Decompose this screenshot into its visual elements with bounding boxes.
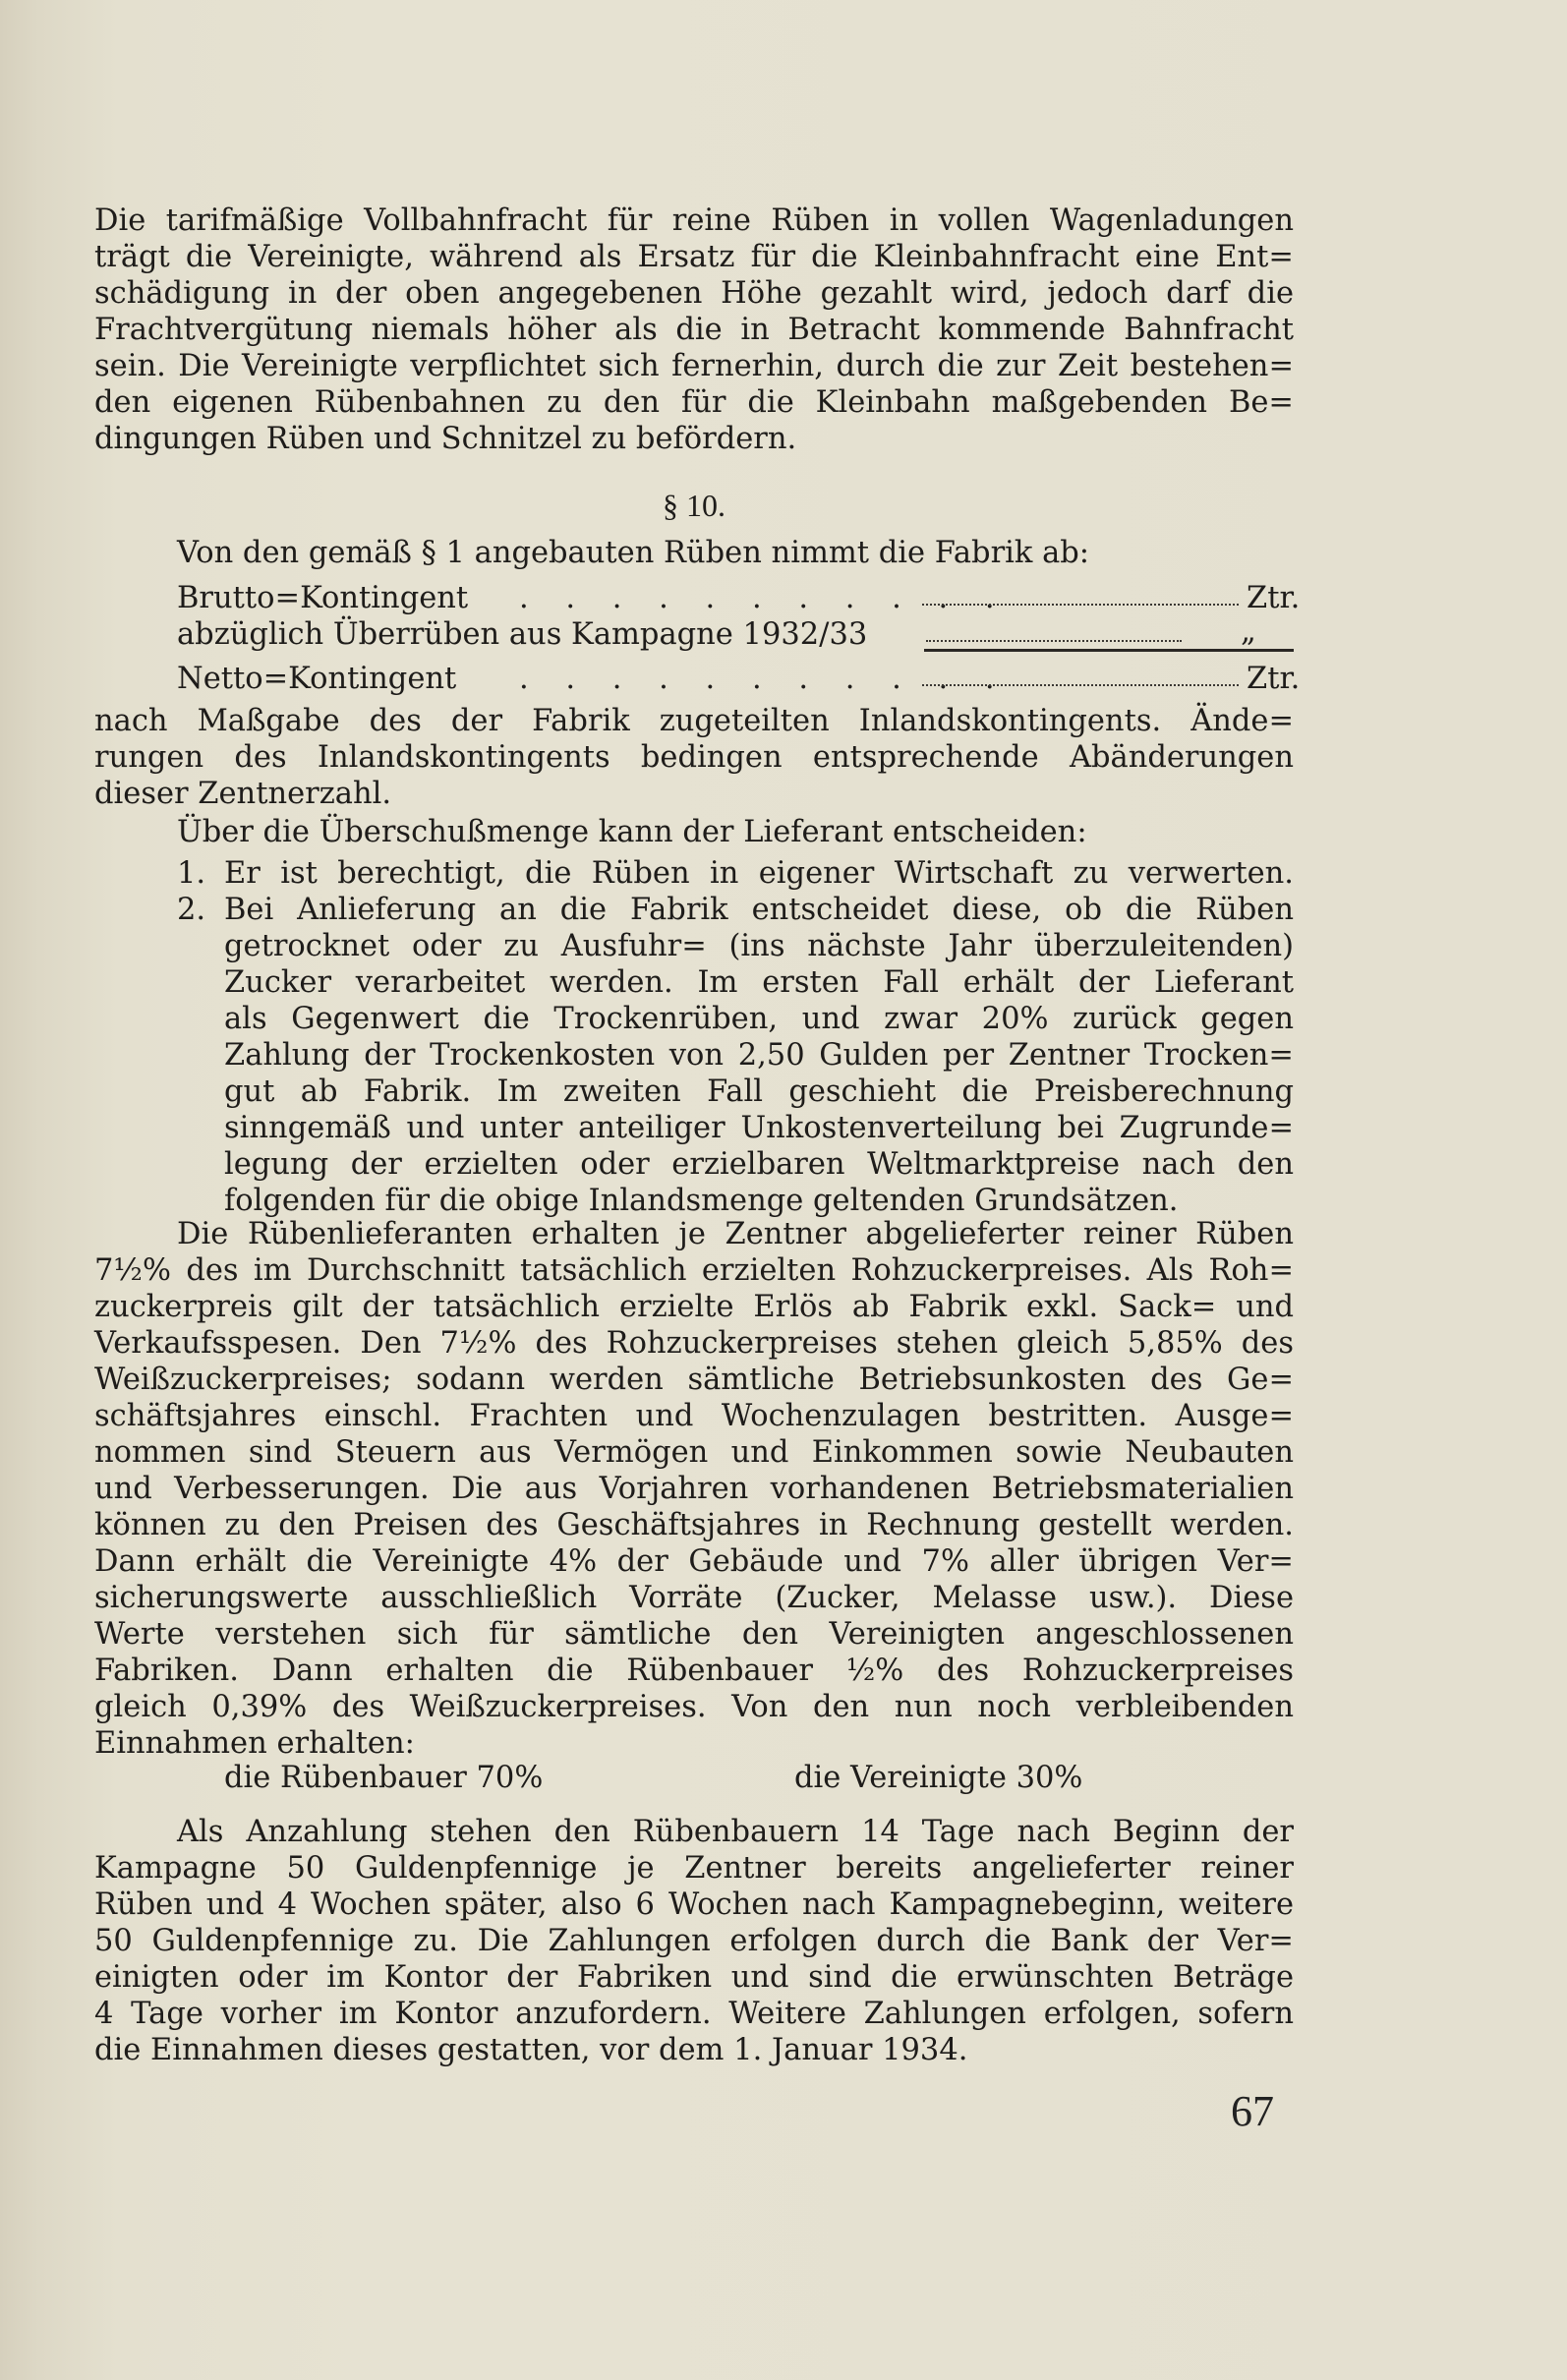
table-row-unit: Ztr.: [1247, 581, 1301, 615]
text-line: dieser Zentnerzahl.: [94, 777, 392, 811]
text-line: Verkaufsspesen. Den 7½% des Rohzuckerpreises stehen gleich 5,85% des: [94, 1326, 1294, 1361]
text-line: sinngemäß und unter anteiliger Unkostenverteilung bei Zugrunde=: [224, 1111, 1294, 1145]
choice-intro: Über die Überschußmenge kann der Lieferant entscheiden:: [177, 815, 1087, 849]
text-line: schäftsjahres einschl. Frachten und Wochenzulagen bestritten. Ausge=: [94, 1399, 1294, 1433]
table-row-leader: . . . . . . . . . . .: [519, 662, 1009, 696]
text-line: und Verbesserungen. Die aus Vorjahren vorhandenen Betriebsmaterialien: [94, 1472, 1294, 1506]
text-line: Die Rübenlieferanten erhalten je Zentner abgelieferter reiner Rüben: [177, 1217, 1294, 1251]
table-row-leader: . . . . . . . . . . .: [519, 581, 1009, 615]
table-row-blank: [922, 684, 1239, 686]
text-line: nach Maßgabe des der Fabrik zugeteilten Inlandskontingents. Ände=: [94, 704, 1294, 738]
list-number: 1.: [177, 856, 206, 891]
paragraph-5: [94, 1814, 1294, 2068]
text-line: rungen des Inlandskontingents bedingen entsprechende Abänderungen: [94, 740, 1294, 775]
text-line: die Einnahmen dieses gestatten, vor dem 1. Januar 1934.: [94, 2033, 968, 2067]
text-line: Dann erhält die Vereinigte 4% der Gebäude und 7% aller übrigen Ver=: [94, 1544, 1294, 1579]
table-row-label: Netto=Kontingent: [177, 662, 457, 696]
text-line: gleich 0,39% des Weißzuckerpreises. Von den nun noch verbleibenden: [94, 1690, 1294, 1724]
list-number: 2.: [177, 893, 206, 927]
text-line: gut ab Fabrik. Im zweiten Fall geschieht die Preisberechnung: [224, 1074, 1294, 1109]
text-line: Werte verstehen sich für sämtliche den Vereinigten angeschlossenen: [94, 1617, 1294, 1652]
text-line: Er ist berechtigt, die Rüben in eigener Wirtschaft zu verwerten.: [224, 856, 1294, 891]
table-row-unit: Ztr.: [1247, 662, 1301, 696]
sum-rule: [924, 649, 1294, 652]
text-line: getrocknet oder zu Ausfuhr= (ins nächste Jahr überzuleitenden): [224, 929, 1294, 963]
text-line: dingungen Rüben und Schnitzel zu befördern.: [94, 422, 797, 456]
table-row-unit: „: [1241, 614, 1256, 649]
text-line: schädigung in der oben angegebenen Höhe gezahlt wird, jedoch darf die: [94, 276, 1294, 311]
text-line: sein. Die Vereinigte verpflichtet sich fernerhin, durch die zur Zeit bestehen=: [94, 349, 1294, 383]
table-row-blank: [922, 604, 1239, 606]
text-line: den eigenen Rübenbahnen zu den für die Kleinbahn maßgebenden Be=: [94, 385, 1294, 420]
section-intro: Von den gemäß § 1 angebauten Rüben nimmt die Fabrik ab:: [177, 536, 1090, 570]
list-body: [224, 855, 1294, 892]
text-line: Zucker verarbeitet werden. Im ersten Fall erhält der Lieferant: [224, 965, 1294, 1000]
section-heading: § 10.: [663, 488, 725, 523]
text-line: nommen sind Steuern aus Vermögen und Einkommen sowie Neubauten: [94, 1435, 1294, 1470]
paragraph-4: [94, 1216, 1294, 1762]
text-line: Bei Anlieferung an die Fabrik entscheidet diese, ob die Rüben: [224, 893, 1294, 927]
table-row-label: Brutto=Kontingent: [177, 581, 469, 615]
text-line: sicherungswerte ausschließlich Vorräte (Zucker, Melasse usw.). Diese: [94, 1581, 1294, 1615]
text-line: Weißzuckerpreises; sodann werden sämtliche Betriebsunkosten des Ge=: [94, 1363, 1294, 1397]
text-line: zuckerpreis gilt der tatsächlich erzielte Erlös ab Fabrik exkl. Sack= und: [94, 1290, 1294, 1324]
page-number: 67: [1231, 2087, 1274, 2135]
table-row-label: abzüglich Überrüben aus Kampagne 1932/33: [177, 617, 868, 652]
text-line: als Gegenwert die Trockenrüben, und zwar 20% zurück gegen: [224, 1002, 1294, 1036]
text-line: Fabriken. Dann erhalten die Rübenbauer ½% des Rohzuckerpreises: [94, 1654, 1294, 1688]
text-line: Frachtvergütung niemals höher als die in Betracht kommende Bahnfracht: [94, 313, 1294, 347]
text-line: 7½% des im Durchschnitt tatsächlich erzielten Rohzuckerpreises. Als Roh=: [94, 1253, 1294, 1288]
text-line: Kampagne 50 Guldenpfennige je Zentner bereits angelieferter reiner: [94, 1851, 1294, 1886]
text-line: Zahlung der Trockenkosten von 2,50 Gulden per Zentner Trocken=: [224, 1038, 1294, 1073]
text-line: folgenden für die obige Inlandsmenge geltenden Grundsätzen.: [224, 1184, 1179, 1218]
text-line: 4 Tage vorher im Kontor anzufordern. Weitere Zahlungen erfolgen, sofern: [94, 1997, 1294, 2031]
text-line: trägt die Vereinigte, während als Ersatz für die Kleinbahnfracht eine Ent=: [94, 240, 1294, 274]
share-vereinigte: die Vereinigte 30%: [794, 1761, 1083, 1795]
text-line: Als Anzahlung stehen den Rübenbauern 14 Tage nach Beginn der: [177, 1815, 1294, 1849]
table-row-blank: [926, 640, 1182, 642]
text-line: einigten oder im Kontor der Fabriken und sind die erwünschten Beträge: [94, 1960, 1294, 1995]
text-line: Einnahmen erhalten:: [94, 1726, 415, 1761]
share-ruebenbauer: die Rübenbauer 70%: [224, 1761, 544, 1795]
paragraph-2: [94, 703, 1294, 812]
text-line: Rüben und 4 Wochen später, also 6 Wochen nach Kampagnebeginn, weitere: [94, 1887, 1294, 1922]
paragraph-1: [94, 203, 1294, 457]
text-line: 50 Guldenpfennige zu. Die Zahlungen erfolgen durch die Bank der Ver=: [94, 1924, 1294, 1958]
text-line: legung der erzielten oder erzielbaren Weltmarktpreise nach den: [224, 1147, 1294, 1182]
text-line: Die tarifmäßige Vollbahnfracht für reine Rüben in vollen Wagenladungen: [94, 203, 1294, 238]
list-body: [224, 892, 1294, 1219]
text-line: können zu den Preisen des Geschäftsjahres in Rechnung gestellt werden.: [94, 1508, 1294, 1542]
